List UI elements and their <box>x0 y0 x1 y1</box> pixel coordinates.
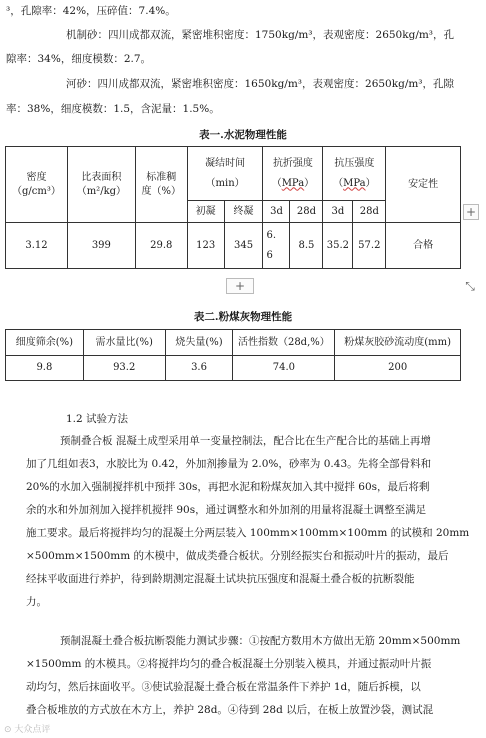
header-consistency: 标准稠 度（%） <box>135 147 187 223</box>
cell-flowability: 200 <box>335 356 461 381</box>
header-flex-3d: 3d <box>263 201 290 223</box>
add-row-button[interactable]: + <box>226 278 254 294</box>
header-water-demand: 需水量比(%) <box>83 330 165 356</box>
intro-line-1: 机制砂：四川成都双流，紧密堆积密度：1750kg/m³，表观密度：2650kg/m³，孔 <box>66 29 455 41</box>
intro-line-0: ³，孔隙率：42%，压碎值：7.4%。 <box>6 5 176 17</box>
cement-properties-table <box>5 146 461 269</box>
cell-comp-28d: 57.2 <box>353 223 386 269</box>
method-paragraph-2: 预制混凝土叠合板抗断裂能力测试步骤：①按配方数用木方做出无筋 20mm×500mm ×1500mm 的木模具。②将搅拌均匀的叠合板混凝土分别装入模具，并通过振动叶片振 动均匀，然后抹面收平。③使试验混凝土叠合板在常温条件下养护 1d，随后拆模，以 叠合板堆放的方式放在木方上，养护 28d。④待到 28d 以后，在板上放置沙袋，测试混 <box>26 635 461 716</box>
section-heading: 1.2 试验方法 <box>66 413 129 425</box>
cell-fineness: 9.8 <box>6 356 84 381</box>
cell-loss-on-ignition: 3.6 <box>165 356 233 381</box>
header-activity-index: 活性指数（28d,%） <box>233 330 335 356</box>
header-setting-time: 凝结时间 （min） <box>187 147 263 201</box>
table-row <box>6 223 461 269</box>
header-initial-set: 初凝 <box>187 201 224 223</box>
watermark-logo: ⊙ 大众点评 <box>4 725 51 735</box>
header-comp-3d: 3d <box>323 201 353 223</box>
cell-comp-3d: 35.2 <box>323 223 353 269</box>
cell-initial-set: 123 <box>187 223 224 269</box>
header-final-set: 终凝 <box>224 201 263 223</box>
header-density: 密度 （g/cm³） <box>6 147 68 223</box>
intro-line-2: 隙率：34%，细度模数：2.7。 <box>6 53 152 65</box>
fly-ash-properties-table <box>5 329 461 381</box>
cell-activity-index: 74.0 <box>233 356 335 381</box>
cell-specific-surface: 399 <box>67 223 135 269</box>
table-row <box>6 356 461 381</box>
cell-density: 3.12 <box>6 223 68 269</box>
table2-caption: 表二.粉煤灰物理性能 <box>193 311 293 323</box>
cell-stability: 合格 <box>386 223 461 269</box>
header-compressive-strength: 抗压强度 （MPa） <box>323 147 386 201</box>
cell-final-set: 345 <box>224 223 263 269</box>
cell-consistency: 29.8 <box>135 223 187 269</box>
header-loss-on-ignition: 烧失量(%) <box>165 330 233 356</box>
header-stability: 安定性 <box>386 147 461 223</box>
header-flex-28d: 28d <box>290 201 323 223</box>
header-flowability: 粉煤灰胶砂流动度(mm) <box>335 330 461 356</box>
header-comp-28d: 28d <box>353 201 386 223</box>
header-fineness: 细度筛余(%) <box>6 330 84 356</box>
header-specific-surface: 比表面积 （m²/kg） <box>67 147 135 223</box>
intro-line-4: 率：38%，细度模数：1.5，含泥量：1.5%。 <box>6 103 220 115</box>
cell-water-demand: 93.2 <box>83 356 165 381</box>
table-resize-handle[interactable]: ⤡ <box>465 279 475 293</box>
table1-caption: 表一.水泥物理性能 <box>199 129 287 141</box>
header-flexural-strength: 抗折强度 （MPa） <box>263 147 323 201</box>
intro-line-3: 河砂：四川成都双流，紧密堆积密度：1650kg/m³，表观密度：2650kg/m³，孔隙 <box>66 78 455 90</box>
method-paragraph-1: 预制叠合板 混凝土成型采用单一变量控制法，配合比在生产配合比的基础上再增 加了几组如表3，水胶比为 0.42，外加剂掺量为 2.0%，砂率为 0.43。先将全部骨料和 20%的水加入强制搅拌机中预拌 30s，再把水泥和粉煤灰加入其中搅拌 60s，最后将剩 余的水和外加剂加入搅拌机搅拌 90s，通过调整水和外加剂的用量将混凝土调整至满足 施工要求。最后将搅拌均匀的混凝土分两层装入 100mm×100mm×100mm 的试模和 20mm ×500mm×1500mm 的木模中，做成类叠合板状。分别经振实台和振动叶片的振动，最后 经抹平收面进行养护，待到龄期测定混凝土试块抗压强度和混凝土叠合板的抗断裂能 力。 <box>26 435 470 608</box>
cell-flex-3d: 6. 6 <box>263 223 290 269</box>
cell-flex-28d: 8.5 <box>290 223 323 269</box>
add-column-button[interactable]: + <box>463 204 479 220</box>
